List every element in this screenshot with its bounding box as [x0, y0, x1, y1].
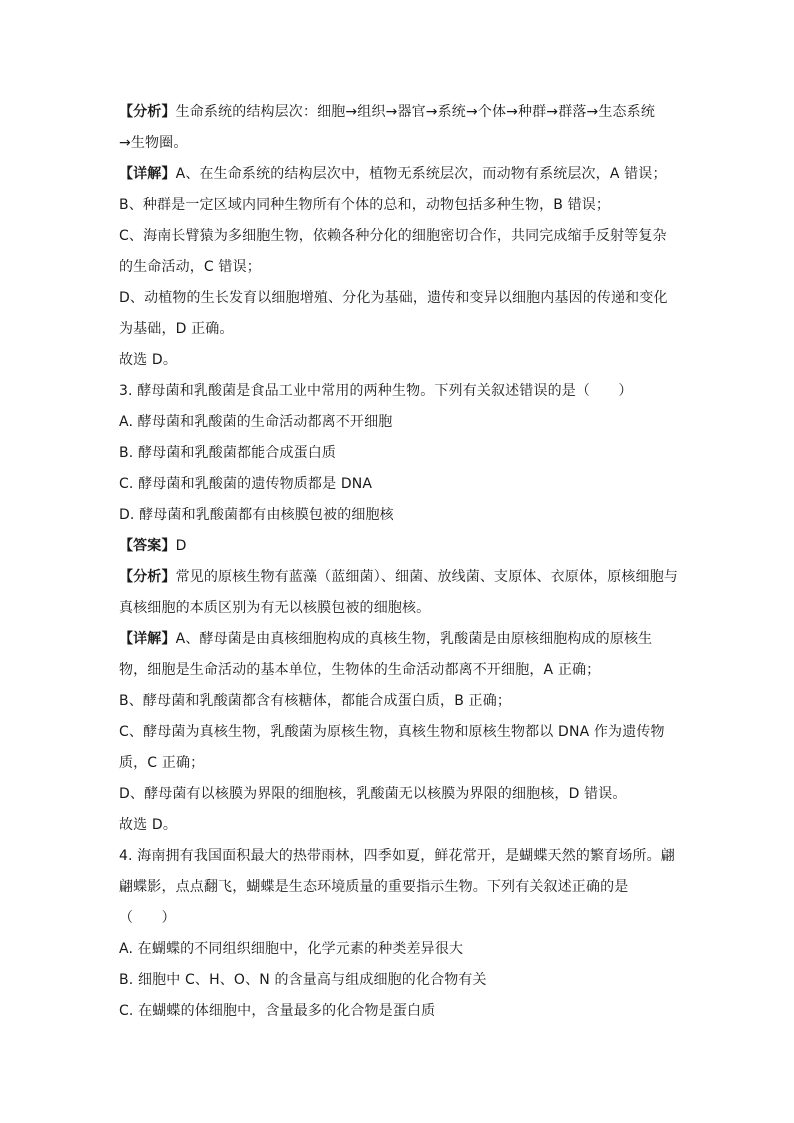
line-text: 4. 海南拥有我国面积最大的热带雨林，四季如夏，鲜花常开，是蝴蝶天然的繁育场所。翩: [119, 848, 675, 864]
text-line: [119, 134, 679, 152]
line-text: C、酵母菌为真核生物，乳酸菌为原核生物，真核生物和原核生物都以 DNA 作为遗传物: [119, 724, 665, 740]
line-text: A、酵母菌是由真核细胞构成的真核生物，乳酸菌是由原核细胞构成的原核生: [175, 631, 653, 647]
question-stem: [119, 878, 679, 896]
line-text: A、在生命系统的结构层次中，植物无系统层次，而动物有系统层次，A 错误；: [175, 166, 667, 182]
line-text: 真核细胞的本质区别为有无以核膜包被的细胞核。: [119, 600, 431, 616]
question-blank: [119, 909, 679, 927]
option-c: [119, 475, 679, 493]
line-text: 为基础，D 正确。: [119, 321, 234, 337]
text-line: [119, 258, 679, 276]
section-tag: 【答案】: [119, 538, 176, 554]
option-a: [119, 940, 679, 958]
detail-line: [119, 165, 679, 183]
line-text: 翩蝶影，点点翻飞，蝴蝶是生态环境质量的重要指示生物。下列有关叙述正确的是: [119, 879, 629, 895]
line-text: C. 酵母菌和乳酸菌的遗传物质都是 DNA: [119, 476, 373, 492]
analysis-line: [119, 568, 679, 586]
text-line: [119, 289, 679, 307]
text-line: [119, 320, 679, 338]
line-text: 物，细胞是生命活动的基本单位，生物体的生命活动都离不开细胞，A 正确；: [119, 662, 601, 678]
line-text: B、酵母菌和乳酸菌都含有核糖体，都能合成蛋白质，B 正确；: [119, 693, 512, 709]
line-text: A. 酵母菌和乳酸菌的生命活动都离不开细胞: [119, 414, 393, 430]
question-stem: [119, 382, 679, 400]
line-text: 常见的原核生物有蓝藻（蓝细菌）、细菌、放线菌、支原体、衣原体，原核细胞与: [175, 569, 679, 585]
section-tag: 【详解】: [119, 166, 176, 182]
section-tag: 【分析】: [119, 104, 176, 120]
line-text: 3. 酵母菌和乳酸菌是食品工业中常用的两种生物。下列有关叙述错误的是（ ）: [119, 383, 633, 399]
text-line: [119, 785, 679, 803]
question-stem: [119, 847, 679, 865]
analysis-line: [119, 103, 679, 121]
text-line: [119, 351, 679, 369]
line-text: C、海南长臂猿为多细胞生物，依赖各种分化的细胞密切合作，共同完成缩手反射等复杂: [119, 228, 667, 244]
text-line: [119, 816, 679, 834]
text-line: [119, 599, 679, 617]
line-text: C. 在蝴蝶的体细胞中，含量最多的化合物是蛋白质: [119, 1003, 436, 1019]
section-tag: 【分析】: [119, 569, 176, 585]
line-text: 故选 D。: [119, 352, 177, 368]
text-line: [119, 754, 679, 772]
option-a: [119, 413, 679, 431]
line-text: 质，C 正确；: [119, 755, 205, 771]
section-tag: 【详解】: [119, 631, 176, 647]
line-text: 故选 D。: [119, 817, 177, 833]
line-text: →生物圈。: [119, 135, 188, 151]
line-text: 生命系统的结构层次：细胞→组织→器官→系统→个体→种群→群落→生态系统: [175, 104, 655, 120]
detail-line: [119, 630, 679, 648]
line-text: （ ）: [119, 910, 176, 926]
option-c: [119, 1002, 679, 1020]
line-text: D、酵母菌有以核膜为界限的细胞核，乳酸菌无以核膜为界限的细胞核，D 错误。: [119, 786, 627, 802]
text-line: [119, 227, 679, 245]
line-text: D. 酵母菌和乳酸菌都有由核膜包被的细胞核: [119, 507, 394, 523]
text-line: [119, 196, 679, 214]
line-text: D、动植物的生长发育以细胞增殖、分化为基础，遗传和变异以细胞内基因的传递和变化: [119, 290, 668, 306]
option-d: [119, 506, 679, 524]
line-text: B、种群是一定区域内同种生物所有个体的总和，动物包括多种生物，B 错误；: [119, 197, 611, 213]
line-text: A. 在蝴蝶的不同组织细胞中，化学元素的种类差异很大: [119, 941, 464, 957]
text-line: [119, 692, 679, 710]
line-text: D: [175, 538, 187, 554]
option-b: [119, 971, 679, 989]
text-line: [119, 723, 679, 741]
option-b: [119, 444, 679, 462]
line-text: B. 酵母菌和乳酸菌都能合成蛋白质: [119, 445, 337, 461]
text-line: [119, 661, 679, 679]
answer-line: [119, 537, 679, 555]
line-text: 的生命活动，C 错误；: [119, 259, 261, 275]
line-text: B. 细胞中 C、H、O、N 的含量高与组成细胞的化合物有关: [119, 972, 487, 988]
